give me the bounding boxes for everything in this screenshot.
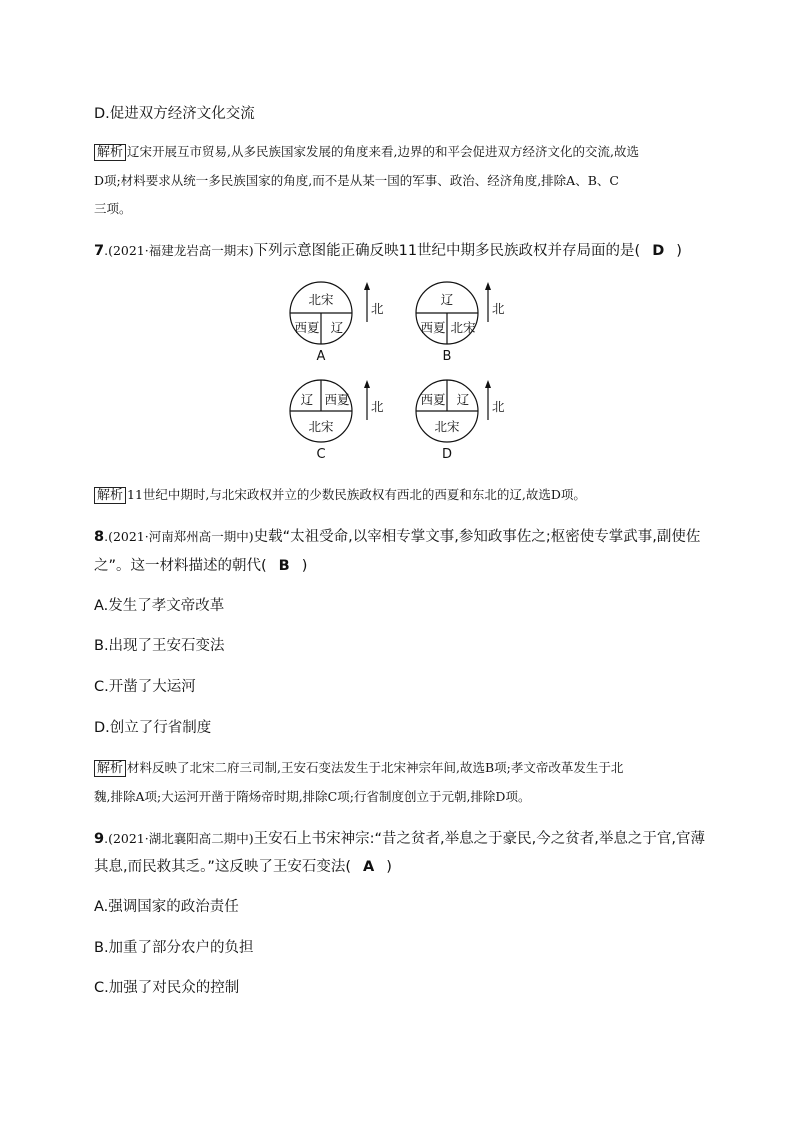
question-9-line1 bbox=[94, 827, 705, 848]
question-number: 7 bbox=[94, 243, 105, 259]
region-top: 辽 bbox=[440, 292, 454, 307]
option-d: D.创立了行省制度 bbox=[94, 720, 212, 736]
diagram-b bbox=[416, 282, 516, 370]
region-top-right: 辽 bbox=[456, 392, 470, 407]
region-bottom: 北宋 bbox=[308, 419, 334, 434]
question-number: 9 bbox=[94, 831, 105, 847]
region-bottom-right: 北宋 bbox=[450, 320, 476, 335]
option-b: B.出现了王安石变法 bbox=[94, 638, 225, 654]
region-top-right: 西夏 bbox=[324, 392, 350, 407]
question-8-line2 bbox=[94, 554, 307, 575]
analysis-q8-line1 bbox=[94, 758, 623, 777]
region-top-left: 西夏 bbox=[420, 392, 446, 407]
question-stem: 史载“太祖受命,以宰相专掌文事,参知政事佐之;枢密使专掌武事,副使佐 bbox=[253, 529, 701, 545]
option-d: D.促进双方经济文化交流 bbox=[94, 106, 255, 122]
question-stem-cont: 其息,而民救其乏。”这反映了王安石变法( bbox=[94, 859, 352, 875]
diagram-caption: C bbox=[316, 447, 326, 462]
question-stem: 下列示意图能正确反映11世纪中期多民族政权并存局面的是( bbox=[253, 243, 641, 259]
diagram-caption: B bbox=[442, 349, 452, 364]
analysis-q8-line2: 魏,排除A项;大运河开凿于隋炀帝时期,排除C项;行省制度创立于元朝,排除D项。 bbox=[94, 789, 531, 804]
region-top-left: 辽 bbox=[300, 392, 314, 407]
option-c: C.开凿了大运河 bbox=[94, 679, 196, 695]
analysis-q6-line1 bbox=[94, 142, 639, 161]
north-label: 北 bbox=[492, 399, 505, 414]
option-a: A.发生了孝文帝改革 bbox=[94, 598, 225, 614]
paren-close: ) bbox=[386, 859, 392, 875]
region-bottom-left: 西夏 bbox=[420, 320, 446, 335]
analysis-text: 材料反映了北宋二府三司制,王安石变法发生于北宋神宗年间,故选B项;孝文帝改革发生于北 bbox=[127, 760, 624, 775]
analysis-tag: 解析 bbox=[94, 144, 126, 161]
region-top: 北宋 bbox=[308, 292, 334, 307]
analysis-tag: 解析 bbox=[94, 487, 126, 504]
diagram-caption: A bbox=[316, 349, 326, 364]
answer: A bbox=[363, 859, 375, 875]
north-label: 北 bbox=[492, 301, 505, 316]
paren-close: ) bbox=[301, 558, 308, 574]
analysis-q7 bbox=[94, 485, 586, 504]
region-bottom-left: 西夏 bbox=[294, 320, 320, 335]
analysis-text: 辽宋开展互市贸易,从多民族国家发展的角度来看,边界的和平会促进双方经济文化的交流,故选 bbox=[127, 144, 639, 159]
region-bottom-right: 辽 bbox=[330, 320, 344, 335]
option-a: A.强调国家的政治责任 bbox=[94, 899, 239, 915]
option-c: C.加强了对民众的控制 bbox=[94, 980, 240, 996]
diagram-c bbox=[290, 380, 390, 468]
question-source: .(2021·河南郑州高一期中) bbox=[104, 529, 254, 544]
answer: D bbox=[652, 243, 665, 259]
question-stem: 王安石上书宋神宗:“昔之贫者,举息之于豪民,今之贫者,举息之于官,官薄 bbox=[253, 831, 705, 847]
analysis-text: 11世纪中期时,与北宋政权并立的少数民族政权有西北的西夏和东北的辽,故选D项。 bbox=[127, 487, 586, 502]
question-source: .(2021·湖北襄阳高二期中) bbox=[104, 831, 254, 846]
analysis-q6-line3: 三项。 bbox=[94, 201, 132, 216]
analysis-tag: 解析 bbox=[94, 760, 126, 777]
diagram-a bbox=[290, 282, 390, 370]
answer: B bbox=[278, 558, 290, 574]
option-b: B.加重了部分农户的负担 bbox=[94, 940, 254, 956]
question-stem-cont: 之”。这一材料描述的朝代( bbox=[94, 558, 267, 574]
region-bottom: 北宋 bbox=[434, 419, 460, 434]
diagram-caption: D bbox=[441, 447, 452, 462]
paren-close: ) bbox=[676, 243, 682, 259]
north-label: 北 bbox=[371, 399, 384, 414]
north-label: 北 bbox=[371, 301, 384, 316]
analysis-q6-line2: D项;材料要求从统一多民族国家的角度,而不是从某一国的军事、政治、经济角度,排除A、B、C bbox=[94, 173, 619, 188]
diagram-d bbox=[416, 380, 516, 468]
question-9-line2 bbox=[94, 855, 392, 876]
question-7 bbox=[94, 239, 682, 260]
question-number: 8 bbox=[94, 529, 105, 545]
question-source: .(2021·福建龙岩高一期末) bbox=[104, 243, 254, 258]
question-8-line1 bbox=[94, 525, 700, 546]
